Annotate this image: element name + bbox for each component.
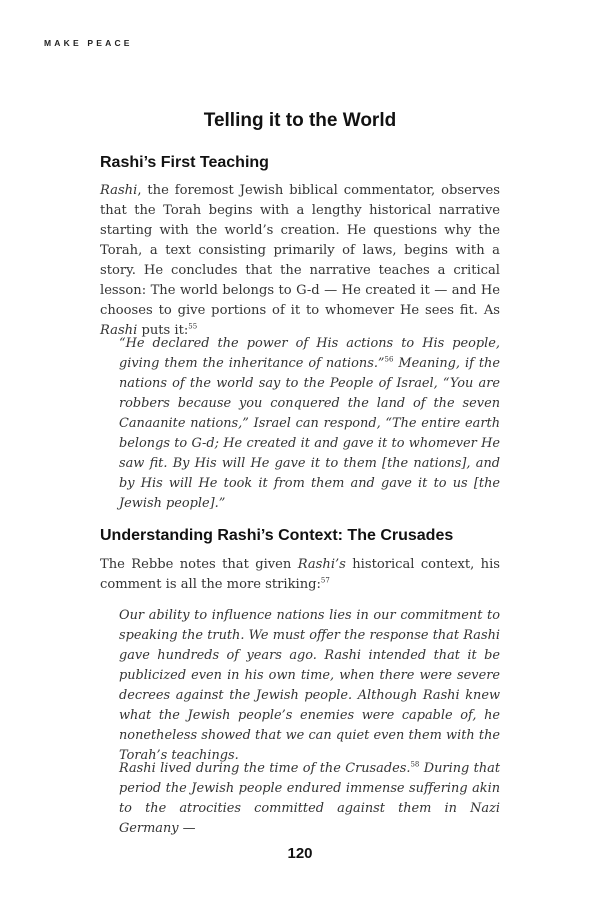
footnote-ref-57[interactable]: 57 bbox=[320, 576, 330, 585]
footnote-ref-58[interactable]: 58 bbox=[410, 760, 420, 769]
paragraph-text: The Rebbe notes that given bbox=[100, 557, 298, 572]
quote-text: Rashi lived during the time of the Crusades. bbox=[119, 761, 411, 776]
running-header: MAKE PEACE bbox=[44, 38, 133, 48]
blockquote-rashi bbox=[119, 334, 500, 514]
footnote-ref-55[interactable]: 55 bbox=[188, 322, 198, 331]
paragraph-text: puts it: bbox=[137, 323, 189, 338]
quote-text: Meaning, if the nations of the world say to the People of Israel, “You are robbers because you conquered the land of the seven Canaanite nations,” Israel can respond, “The entire earth belongs to G-d; He created it and gave it to whomever He saw fit. By His will He gave it to them [the nations], and by His will He took it from them and gave it to us [the Jewish people].” bbox=[119, 356, 500, 511]
paragraph-text: , the foremost Jewish biblical commentator, observes that the Torah begins with a lengthy historical narrative starting with the world’s creation. He questions why the Torah, a text consisting primarily of laws, begins with a story. He concludes that the narrative teaches a critical lesson: The world belongs to G-d — He created it — and He chooses to give portions of it to whomever He sees fit. As bbox=[100, 183, 500, 318]
paragraph-text: historical context, his comment is all the more striking: bbox=[100, 557, 500, 592]
footnote-ref-56[interactable]: 56 bbox=[384, 355, 394, 364]
page-title: Telling it to the World bbox=[203, 110, 397, 131]
blockquote-crusades bbox=[119, 759, 500, 839]
rashi-name: Rashi bbox=[100, 323, 138, 338]
rashi-name: Rashi bbox=[100, 183, 138, 198]
quote-text: “He declared the power of His actions to His people, giving them the inheritance of nations.” bbox=[119, 336, 500, 371]
section-heading-crusades: Understanding Rashi’s Context: The Crusades bbox=[100, 527, 454, 544]
section-heading-first-teaching: Rashi’s First Teaching bbox=[100, 154, 269, 171]
paragraph-rebbe-context bbox=[100, 555, 500, 595]
paragraph-rashi-intro bbox=[100, 181, 500, 341]
blockquote-influence: Our ability to influence nations lies in our commitment to speaking the truth. We must offer the response that Rashi gave hundreds of years ago. Rashi intended that it be publicized even in his own time, when there were severe decrees against the Jewish people. Although Rashi knew what the Jewish people’s enemies were capable of, he nonetheless showed that we can quiet even them with the Torah’s teachings. bbox=[119, 608, 500, 763]
quote-text: During that period the Jewish people endured immense suffering akin to the atrocities committed against them in Nazi Germany — bbox=[119, 761, 500, 836]
page-number: 120 bbox=[287, 845, 313, 862]
rashi-name: Rashi’s bbox=[297, 557, 346, 572]
